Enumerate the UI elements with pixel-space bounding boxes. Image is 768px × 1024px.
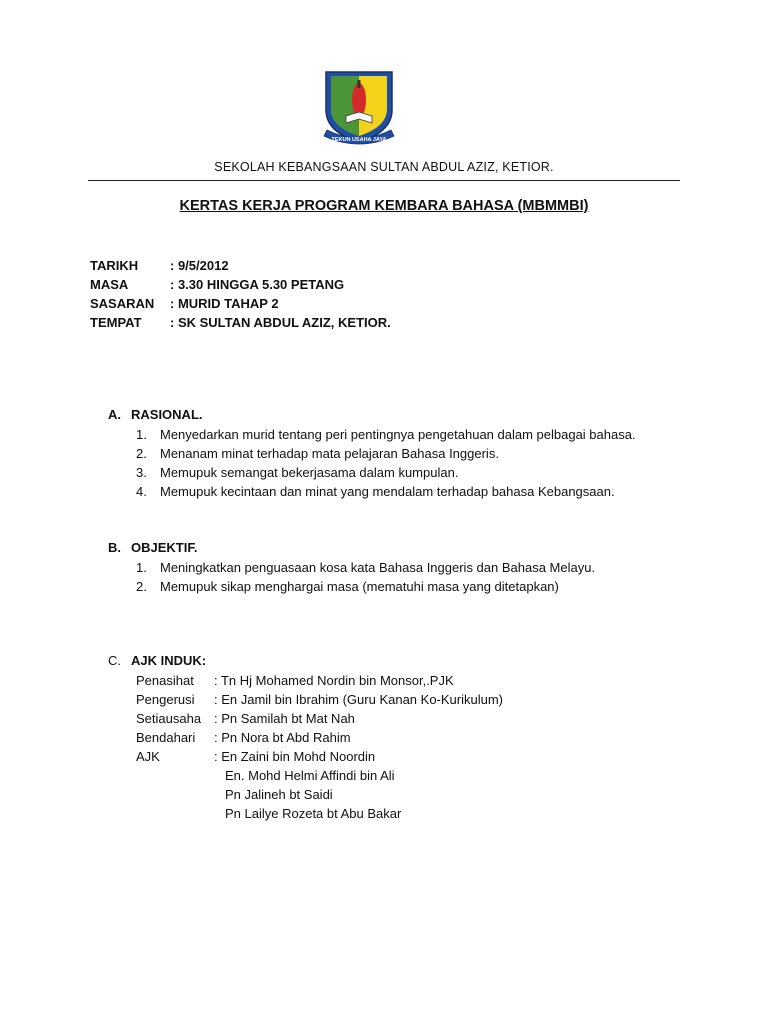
info-value: : MURID TAHAP 2 xyxy=(170,296,279,311)
list-item xyxy=(108,558,595,577)
ajk-member-extra: En. Mohd Helmi Affindi bin Ali xyxy=(225,768,395,783)
info-label: TARIKH xyxy=(90,258,139,273)
ajk-member-list xyxy=(136,671,503,823)
member-row xyxy=(136,709,503,728)
item-text: Meningkatkan penguasaan kosa kata Bahasa Inggeris dan Bahasa Melayu. xyxy=(160,560,596,575)
item-text: Menanam minat terhadap mata pelajaran Bahasa Inggeris. xyxy=(160,446,499,461)
section-marker: B. xyxy=(108,540,121,555)
info-block xyxy=(90,256,391,332)
info-row-sasaran xyxy=(90,294,391,313)
item-number: 2. xyxy=(136,446,147,461)
ajk-member-extra: Pn Lailye Rozeta bt Abu Bakar xyxy=(225,806,402,821)
item-number: 1. xyxy=(136,427,147,442)
header-divider xyxy=(88,180,680,181)
list-item xyxy=(108,444,636,463)
crest-motto: TEKUN USAHA JAYA xyxy=(331,137,387,143)
document-title: KERTAS KERJA PROGRAM KEMBARA BAHASA (MBMMBI) xyxy=(179,198,589,214)
info-row-masa xyxy=(90,275,391,294)
section-objektif xyxy=(108,538,595,596)
member-role: AJK xyxy=(136,749,160,764)
school-crest-logo xyxy=(320,66,398,152)
rasional-list xyxy=(108,425,636,501)
info-row-tarikh xyxy=(90,256,391,275)
member-row xyxy=(136,728,503,747)
list-item xyxy=(108,425,636,444)
item-text: Menyedarkan murid tentang peri pentingnya pengetahuan dalam pelbagai bahasa. xyxy=(160,427,636,442)
member-name: : Pn Nora bt Abd Rahim xyxy=(214,730,351,745)
member-row xyxy=(136,747,503,766)
member-row xyxy=(136,690,503,709)
member-role: Penasihat xyxy=(136,673,194,688)
info-value: : 3.30 HINGGA 5.30 PETANG xyxy=(170,277,345,292)
item-number: 3. xyxy=(136,465,147,480)
item-text: Memupuk kecintaan dan minat yang mendalam terhadap bahasa Kebangsaan. xyxy=(160,484,615,499)
school-name: SEKOLAH KEBANGSAAN SULTAN ABDUL AZIZ, KETIOR. xyxy=(214,160,554,174)
member-role: Setiausaha xyxy=(136,711,202,726)
info-label: TEMPAT xyxy=(90,315,142,330)
objektif-list xyxy=(108,558,595,596)
section-title: OBJEKTIF. xyxy=(131,540,198,555)
section-ajk-induk xyxy=(108,651,206,671)
info-row-tempat xyxy=(90,313,391,332)
list-item xyxy=(108,577,595,596)
member-name: : Tn Hj Mohamed Nordin bin Monsor,.PJK xyxy=(214,673,454,688)
section-heading xyxy=(108,538,595,558)
section-heading xyxy=(108,405,636,425)
section-rasional xyxy=(108,405,636,501)
list-item xyxy=(108,463,636,482)
info-label: SASARAN xyxy=(90,296,155,311)
member-role: Bendahari xyxy=(136,730,196,745)
item-number: 1. xyxy=(136,560,147,575)
item-number: 2. xyxy=(136,579,147,594)
section-marker: A. xyxy=(108,407,121,422)
member-name: : Pn Samilah bt Mat Nah xyxy=(214,711,355,726)
item-text: Memupuk sikap menghargai masa (mematuhi masa yang ditetapkan) xyxy=(160,579,559,594)
item-number: 4. xyxy=(136,484,147,499)
info-label: MASA xyxy=(90,277,129,292)
member-row xyxy=(136,671,503,690)
section-heading xyxy=(108,651,206,671)
info-value: : 9/5/2012 xyxy=(170,258,229,273)
list-item xyxy=(108,482,636,501)
section-title: RASIONAL. xyxy=(131,407,203,422)
section-marker: C. xyxy=(108,653,121,668)
member-name: : En Zaini bin Mohd Noordin xyxy=(214,749,376,764)
info-value: : SK SULTAN ABDUL AZIZ, KETIOR. xyxy=(170,315,391,330)
ajk-member-extra: Pn Jalineh bt Saidi xyxy=(225,787,333,802)
member-name: : En Jamil bin Ibrahim (Guru Kanan Ko-Kurikulum) xyxy=(214,692,504,707)
member-role: Pengerusi xyxy=(136,692,195,707)
item-text: Memupuk semangat bekerjasama dalam kumpulan. xyxy=(160,465,459,480)
section-title: AJK INDUK: xyxy=(131,653,207,668)
